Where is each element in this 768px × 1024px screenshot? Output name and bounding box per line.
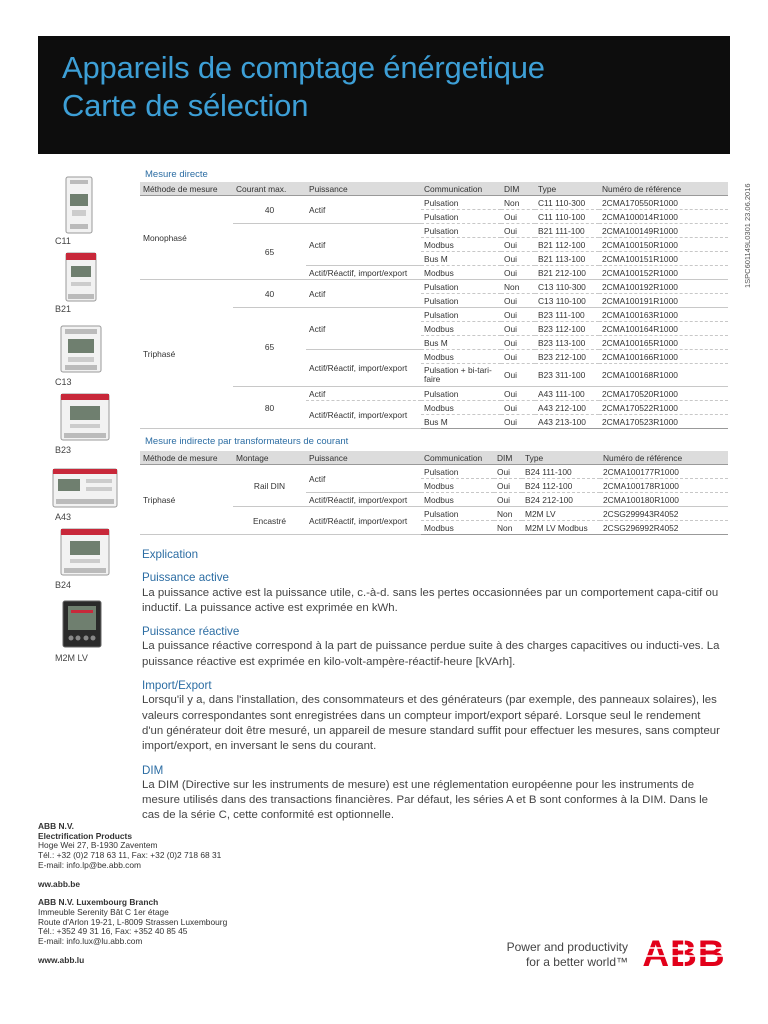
dim-cell: Oui — [494, 479, 522, 493]
dim-cell: Non — [501, 196, 535, 210]
logo-text: ABB — [642, 935, 726, 969]
method-cell: Monophasé — [140, 196, 233, 280]
reference-cell: 2CMA170520R1000 — [599, 387, 728, 401]
dim-cell: Oui — [494, 465, 522, 479]
dim-cell: Non — [501, 280, 535, 294]
active-power-text: La puissance active est la puissance utile, c.-à-d. sans les pertes occasionnées par un comportement capa-citif ou inductif. La puissance active est exprimée en kWh. — [142, 586, 719, 614]
dim-cell: Oui — [501, 415, 535, 429]
type-cell: B23 111-100 — [535, 308, 599, 322]
communication-cell: Pulsation — [421, 308, 501, 322]
table-header-row — [140, 451, 728, 465]
explanation-section — [142, 547, 722, 824]
website-link-luxembourg[interactable]: www.abb.lu — [38, 954, 85, 965]
reference-cell: 2CMA170550R1000 — [599, 196, 728, 210]
reference-cell: 2CMA100178R1000 — [600, 479, 728, 493]
table-row — [140, 280, 728, 294]
dim-cell: Oui — [501, 224, 535, 238]
type-cell: B21 212-100 — [535, 266, 599, 280]
header-mounting: Montage — [233, 451, 306, 465]
email-line: E-mail: info.lp@be.abb.com — [38, 859, 141, 870]
header-communication: Communication — [421, 451, 494, 465]
tagline — [470, 940, 628, 970]
dim-cell: Oui — [501, 266, 535, 280]
header-type: Type — [522, 451, 600, 465]
header-method: Méthode de mesure — [140, 451, 233, 465]
communication-cell: Modbus — [421, 350, 501, 364]
communication-cell: Modbus — [421, 238, 501, 252]
type-cell: B24 112-100 — [522, 479, 600, 493]
reference-cell: 2CMA100166R1000 — [599, 350, 728, 364]
header-reference: Numéro de référence — [600, 451, 728, 465]
power-cell: Actif — [306, 387, 421, 401]
reactive-power-heading: Puissance réactive — [142, 625, 240, 639]
communication-cell: Pulsation — [421, 507, 494, 521]
product-image-a43 — [52, 468, 118, 508]
reference-cell: 2CMA170523R1000 — [599, 415, 728, 429]
table-header-row — [140, 182, 728, 196]
product-label-b23: B23 — [55, 445, 72, 455]
communication-cell: Pulsation + bi-tari-faire — [421, 364, 501, 387]
reference-cell: 2CMA100168R1000 — [599, 364, 728, 387]
dim-cell: Oui — [501, 322, 535, 336]
reference-cell: 2CSG296992R4052 — [600, 521, 728, 535]
current-cell: 65 — [233, 224, 306, 280]
communication-cell: Modbus — [421, 401, 501, 415]
company-name: ABB N.V. — [38, 821, 74, 831]
reference-cell: 2CMA100191R1000 — [599, 294, 728, 308]
current-cell: 65 — [233, 308, 306, 387]
reference-cell: 2CMA100192R1000 — [599, 280, 728, 294]
product-image-b21 — [64, 252, 98, 302]
power-cell: Actif/Réactif, import/export — [306, 507, 421, 535]
reference-cell: 2CMA100150R1000 — [599, 238, 728, 252]
website-link[interactable]: ww.abb.be — [38, 878, 81, 889]
abb-logo — [638, 935, 730, 969]
reference-cell: 2CMA100164R1000 — [599, 322, 728, 336]
communication-cell: Modbus — [421, 521, 494, 535]
type-cell: B24 212-100 — [522, 493, 600, 507]
indirect-section-title: Mesure indirecte par transformateurs de courant — [145, 436, 349, 447]
page-subtitle: Carte de sélection — [62, 88, 309, 123]
mounting-cell: Encastré — [233, 507, 306, 535]
tagline-line2: for a better world™ — [525, 955, 628, 969]
header-dim: DIM — [494, 451, 522, 465]
type-cell: B24 111-100 — [522, 465, 600, 479]
header-banner — [38, 36, 730, 154]
product-label-b21: B21 — [55, 304, 72, 314]
header-method: Méthode de mesure — [140, 182, 233, 196]
dim-cell: Oui — [501, 294, 535, 308]
reference-cell: 2CMA100165R1000 — [599, 336, 728, 350]
communication-cell: Modbus — [421, 479, 494, 493]
type-cell: C11 110-300 — [535, 196, 599, 210]
dim-text: La DIM (Directive sur les instruments de mesure) est une réglementation européenne pour les instruments de mesure utilisés dans des transactions financières. Par défaut, les séries A et B sont conformes à la DIM. Dans le cas de la série C, cette conformité est optionnelle. — [142, 778, 709, 822]
explanation-title: Explication — [142, 548, 199, 561]
current-cell: 40 — [233, 280, 306, 308]
active-power-heading: Puissance active — [142, 571, 229, 585]
dim-cell: Non — [494, 521, 522, 535]
communication-cell: Pulsation — [421, 280, 501, 294]
dim-cell: Oui — [501, 401, 535, 415]
current-cell: 80 — [233, 387, 306, 429]
header-dim: DIM — [501, 182, 535, 196]
communication-cell: Pulsation — [421, 210, 501, 224]
dim-cell: Oui — [501, 336, 535, 350]
power-cell: Actif/Réactif, import/export — [306, 401, 421, 429]
power-cell: Actif/Réactif, import/export — [306, 266, 421, 280]
header-communication: Communication — [421, 182, 501, 196]
product-label-c13: C13 — [55, 377, 72, 387]
power-cell: Actif — [306, 280, 421, 308]
product-label-m2m-lv: M2M LV — [55, 653, 88, 663]
phone-line: Tél.: +32 (0)2 718 63 11, Fax: +32 (0)2 718 68 31 — [38, 850, 222, 861]
mounting-cell: Rail DIN — [233, 465, 306, 507]
dim-heading: DIM — [142, 763, 164, 777]
reference-cell: 2CMA100180R1000 — [600, 493, 728, 507]
power-cell: Actif/Réactif, import/export — [306, 493, 421, 507]
direct-section-title: Mesure directe — [145, 169, 208, 180]
dim-cell: Oui — [501, 308, 535, 322]
dim-cell: Oui — [501, 252, 535, 266]
communication-cell: Pulsation — [421, 224, 501, 238]
product-label-c11: C11 — [55, 236, 71, 246]
communication-cell: Modbus — [421, 266, 501, 280]
type-cell: B23 113-100 — [535, 336, 599, 350]
tagline-line1: Power and productivity — [506, 940, 628, 954]
type-cell: C13 110-100 — [535, 294, 599, 308]
header-reference: Numéro de référence — [599, 182, 728, 196]
dim-cell: Oui — [501, 238, 535, 252]
indirect-measurement-table — [140, 451, 728, 535]
power-cell: Actif — [306, 196, 421, 224]
product-image-b23 — [60, 393, 110, 441]
reference-cell: 2CSG299943R4052 — [600, 507, 728, 521]
type-cell: B23 311-100 — [535, 364, 599, 387]
import-export-text: Lorsqu'il y a, dans l'installation, des consommateurs et des générateurs (par exemple, des panneaux solaires), les valeurs correspondantes sont enregistrées dans un compteur import/export séparé. Lorsque seul le rendement d'un générateur doit être mesuré, un appareil de mesure standard suffit pour effectuer les mesures, sans compteur import/export, en inversant le sens du courant. — [142, 694, 720, 753]
power-cell: Actif — [306, 308, 421, 350]
type-cell: B23 112-100 — [535, 322, 599, 336]
reactive-power-text: La puissance réactive correspond à la part de puissance perdue suite à des charges capacitives ou inducti-ves. La puissance réactive est exprimée en kilo-volt-ampère-réactif-heure [kVArh]. — [142, 640, 720, 668]
header-power: Puissance — [306, 451, 421, 465]
reference-cell: 2CMA100151R1000 — [599, 252, 728, 266]
reference-cell: 2CMA100014R1000 — [599, 210, 728, 224]
document-code — [733, 170, 752, 290]
communication-cell: Pulsation — [421, 465, 494, 479]
table-row — [140, 196, 728, 210]
product-image-b24 — [60, 528, 110, 576]
dim-cell: Oui — [501, 210, 535, 224]
email-line-luxembourg: E-mail: info.lux@lu.abb.com — [38, 936, 143, 947]
communication-cell: Pulsation — [421, 294, 501, 308]
type-cell: M2M LV — [522, 507, 600, 521]
power-cell: Actif — [306, 465, 421, 493]
company-name-luxembourg: ABB N.V. Luxembourg Branch — [38, 897, 159, 908]
header-type: Type — [535, 182, 599, 196]
dim-cell: Oui — [501, 364, 535, 387]
document-code-text: 1SPC601149L0301 23.06.2016 — [743, 183, 752, 288]
method-cell: Triphasé — [140, 280, 233, 429]
communication-cell: Modbus — [421, 493, 494, 507]
phone-line-luxembourg: Tél.: +352 49 31 16, Fax: +352 40 85 45 — [38, 926, 188, 937]
communication-cell: Pulsation — [421, 387, 501, 401]
header-current: Courant max. — [233, 182, 306, 196]
dim-cell: Non — [494, 507, 522, 521]
address-line-luxembourg: Route d'Arlon 19-21, L-8009 Strassen Luxembourg — [38, 916, 228, 927]
page-title: Appareils de comptage énérgetique — [62, 50, 545, 85]
dim-cell: Oui — [501, 387, 535, 401]
direct-measurement-table — [140, 182, 728, 429]
reference-cell: 2CMA100152R1000 — [599, 266, 728, 280]
communication-cell: Bus M — [421, 336, 501, 350]
product-image-m2m-lv — [62, 600, 102, 648]
reference-cell: 2CMA100177R1000 — [600, 465, 728, 479]
communication-cell: Bus M — [421, 415, 501, 429]
reference-cell: 2CMA100163R1000 — [599, 308, 728, 322]
current-cell: 40 — [233, 196, 306, 224]
table-row — [140, 465, 728, 479]
type-cell: B23 212-100 — [535, 350, 599, 364]
product-label-b24: B24 — [55, 580, 72, 590]
type-cell: A43 212-100 — [535, 401, 599, 415]
building-line: Immeuble Serenity Bât C 1er étage — [38, 906, 169, 917]
type-cell: M2M LV Modbus — [522, 521, 600, 535]
address-line: Hoge Wei 27, B-1930 Zaventem — [38, 840, 158, 851]
type-cell: C13 110-300 — [535, 280, 599, 294]
type-cell: A43 111-100 — [535, 387, 599, 401]
power-cell: Actif — [306, 224, 421, 266]
communication-cell: Pulsation — [421, 196, 501, 210]
reference-cell: 2CMA170522R1000 — [599, 401, 728, 415]
import-export-heading: Import/Export — [142, 679, 212, 693]
division-name: Electrification Products — [38, 830, 133, 841]
type-cell: A43 213-100 — [535, 415, 599, 429]
header-power: Puissance — [306, 182, 421, 196]
contact-block — [38, 822, 227, 965]
method-cell: Triphasé — [140, 465, 233, 535]
reference-cell: 2CMA100149R1000 — [599, 224, 728, 238]
type-cell: C11 110-100 — [535, 210, 599, 224]
communication-cell: Bus M — [421, 252, 501, 266]
power-cell: Actif/Réactif, import/export — [306, 350, 421, 387]
communication-cell: Modbus — [421, 322, 501, 336]
product-image-c11 — [62, 176, 96, 234]
dim-cell: Oui — [501, 350, 535, 364]
type-cell: B21 113-100 — [535, 252, 599, 266]
type-cell: B21 112-100 — [535, 238, 599, 252]
dim-cell: Oui — [494, 493, 522, 507]
product-label-a43: A43 — [55, 512, 72, 522]
product-image-c13 — [60, 325, 102, 373]
type-cell: B21 111-100 — [535, 224, 599, 238]
